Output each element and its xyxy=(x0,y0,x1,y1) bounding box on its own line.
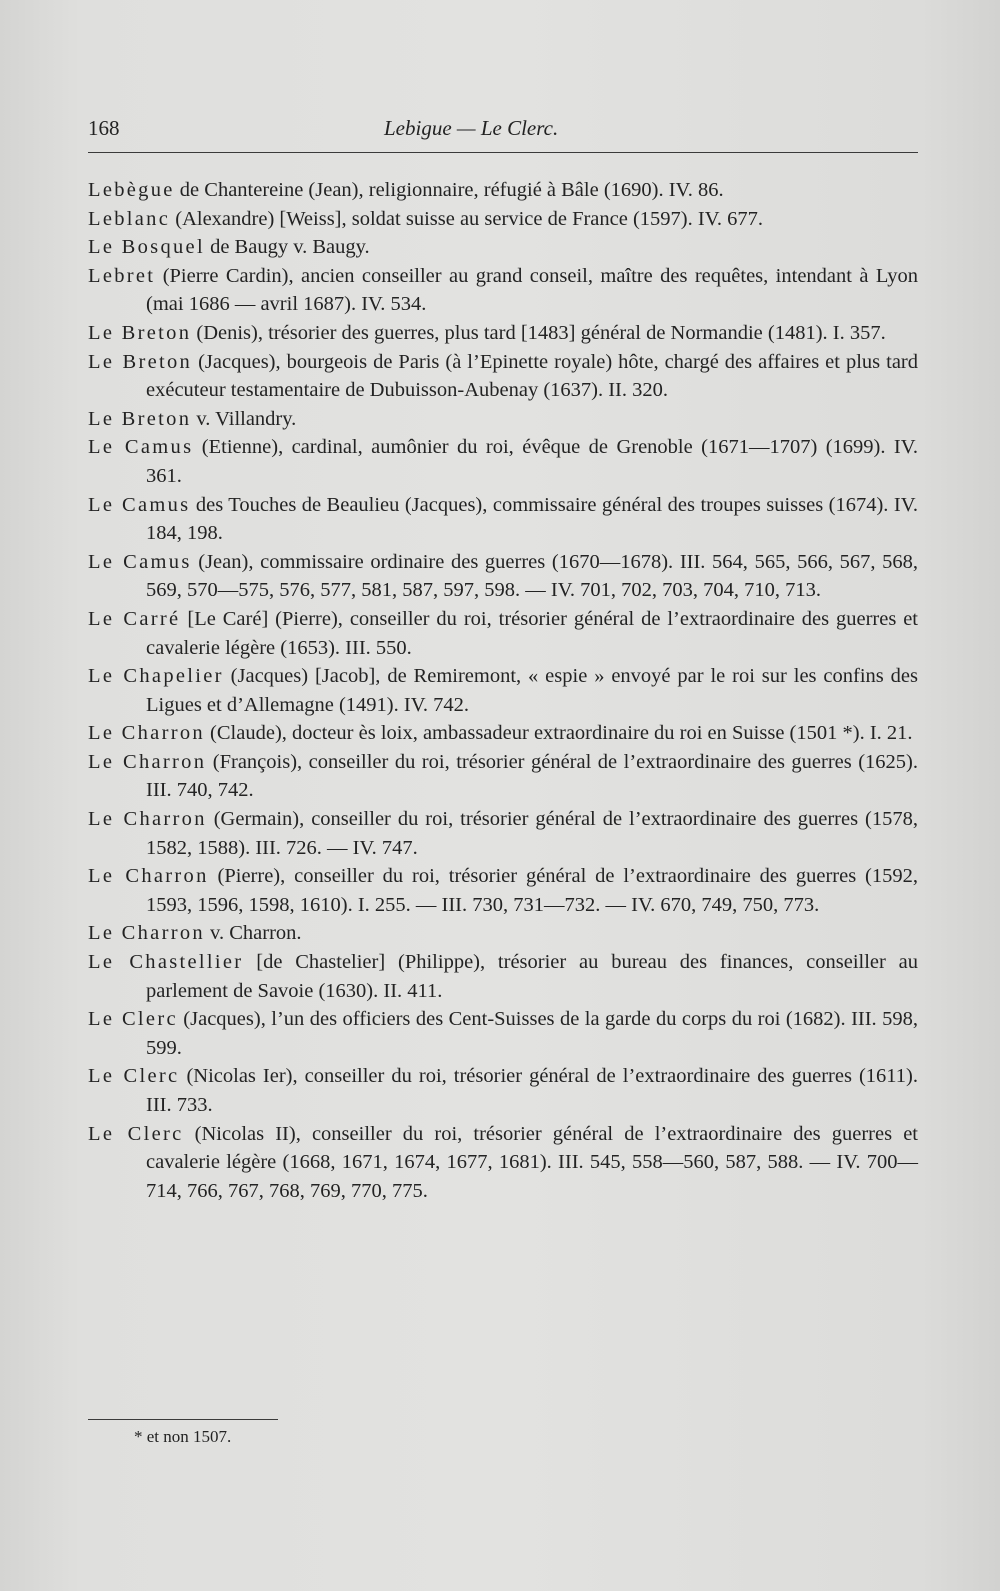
index-entry xyxy=(88,748,918,805)
index-entry xyxy=(88,262,918,319)
entry-text: des Touches de Beaulieu (Jacques), commissaire général des troupes suisses (1674). IV. 184, 198. xyxy=(146,493,918,545)
entry-name: Leblanc xyxy=(88,207,171,230)
page-header xyxy=(88,112,918,146)
footnote: * et non 1507. xyxy=(134,1427,232,1446)
entry-name: Le Charron xyxy=(88,922,205,945)
entry-text: (Jacques) [Jacob], de Remiremont, « espie » envoyé par le roi sur les confins des Ligues et d’Allemagne (1491). IV. 742. xyxy=(146,665,918,716)
entry-text: (Jean), commissaire ordinaire des guerres (1670—1678). III. 564, 565, 566, 567, 568, 569, 570—575, 576, 577, 581, 587, 597, 598. — IV. 701, 702, 703, 704, 710, 713. xyxy=(146,550,918,602)
entry-name: Le Clerc xyxy=(88,1122,184,1145)
index-entries xyxy=(88,176,918,1205)
entry-name: Le Camus xyxy=(88,550,192,573)
entry-name: Le Charron xyxy=(88,865,209,888)
entry-text: (Jacques), bourgeois de Paris (à l’Epinette royale) hôte, chargé des affaires et plus tard exécuteur testamentaire de Dubuisson-Aubenay (1637). II. 320. xyxy=(146,350,918,402)
entry-text: de Baugy v. Baugy. xyxy=(204,236,370,259)
entry-text: (Denis), trésorier des guerres, plus tard [1483] général de Normandie (1481). I. 357. xyxy=(191,321,886,344)
entry-text: (François), conseiller du roi, trésorier général de l’extraordinaire des guerres (1625). III. 740, 742. xyxy=(146,750,918,802)
entry-name: Le Breton xyxy=(88,407,192,430)
entry-text: v. Charron. xyxy=(204,922,302,945)
entry-text: de Chantereine (Jean), religionnaire, réfugié à Bâle (1690). IV. 86. xyxy=(174,179,724,201)
entry-name: Le Chapelier xyxy=(88,665,224,688)
entry-name: Le Charron xyxy=(88,808,207,831)
index-entry xyxy=(88,348,918,405)
entry-text: (Jacques), l’un des officiers des Cent-Suisses de la garde du corps du roi (1682). III. 598, 599. xyxy=(146,1008,918,1059)
entry-name: Le Clerc xyxy=(88,1065,180,1088)
index-entry xyxy=(88,319,918,348)
index-entry xyxy=(88,662,918,719)
entry-text: [Le Caré] (Pierre), conseiller du roi, trésorier général de l’extraordinaire des guerres et cavalerie légère (1653). III. 550. xyxy=(146,607,919,659)
footnote-rule xyxy=(88,1419,278,1420)
header-rule xyxy=(88,152,918,153)
entry-text: (Pierre Cardin), ancien conseiller au grand conseil, maître des requêtes, intendant à Lyon (mai 1686 — avril 1687). IV. 534. xyxy=(146,264,918,316)
entry-name: Le Carré xyxy=(88,607,181,630)
index-entry xyxy=(88,948,918,1005)
index-entry xyxy=(88,491,918,548)
index-entry xyxy=(88,1005,918,1062)
index-entry xyxy=(88,719,918,748)
index-entry xyxy=(88,919,918,948)
index-entry xyxy=(88,233,918,262)
index-entry xyxy=(88,605,918,662)
entry-text: v. Villandry. xyxy=(191,407,297,430)
entry-name: Lebret xyxy=(88,264,156,287)
index-entry xyxy=(88,176,918,205)
index-entry xyxy=(88,433,918,490)
entry-name: Le Charron xyxy=(88,722,205,745)
index-entry xyxy=(88,205,918,234)
index-entry xyxy=(88,805,918,862)
entry-name: Le Bosquel xyxy=(88,236,205,259)
entry-text: (Alexandre) [Weiss], soldat suisse au service de France (1597). IV. 677. xyxy=(170,207,763,230)
entry-name: Le Breton xyxy=(88,350,193,373)
index-entry xyxy=(88,1120,918,1206)
entry-text: (Nicolas Ier), conseiller du roi, trésorier général de l’extraordinaire des guerres (1611). III. 733. xyxy=(146,1065,918,1116)
index-entry xyxy=(88,405,918,434)
entry-name: Le Camus xyxy=(88,493,191,516)
index-entry xyxy=(88,862,918,919)
entry-text: [de Chastelier] (Philippe), trésorier au bureau des finances, conseiller au parlement de Savoie (1630). II. 411. xyxy=(146,951,918,1002)
entry-text: (Etienne), cardinal, aumônier du roi, évêque de Grenoble (1671—1707) (1699). IV. 361. xyxy=(146,436,919,487)
entry-text: (Nicolas II), conseiller du roi, trésorier général de l’extraordinaire des guerres et cavalerie légère (1668, 1671, 1674, 1677, 1681). III. 545, 558—560, 587, 588. — IV. 700—714, 766, 767, 768, 769, 770, 775. xyxy=(146,1122,918,1202)
page-number: 168 xyxy=(88,116,120,140)
entry-name: Le Breton xyxy=(88,321,192,344)
entry-name: Le Charron xyxy=(88,750,207,773)
entry-text: (Pierre), conseiller du roi, trésorier général de l’extraordinaire des guerres (1592, 1593, 1596, 1598, 1610). I. 255. — III. 730, 731—732. — IV. 670, 749, 750, 773. xyxy=(146,865,919,916)
index-entry xyxy=(88,548,918,605)
entry-name: Le Chastellier xyxy=(88,951,244,974)
entry-name: Lebègue xyxy=(88,179,175,201)
entry-name: Le Camus xyxy=(88,436,194,459)
entry-text: (Germain), conseiller du roi, trésorier général de l’extraordinaire des guerres (1578, 1582, 1588). III. 726. — IV. 747. xyxy=(146,808,919,859)
running-title: Lebigue — Le Clerc. xyxy=(384,116,559,140)
entry-text: (Claude), docteur ès loix, ambassadeur extraordinaire du roi en Suisse (1501 *). I. 21. xyxy=(204,722,913,745)
entry-name: Le Clerc xyxy=(88,1008,178,1031)
index-entry xyxy=(88,1062,918,1119)
